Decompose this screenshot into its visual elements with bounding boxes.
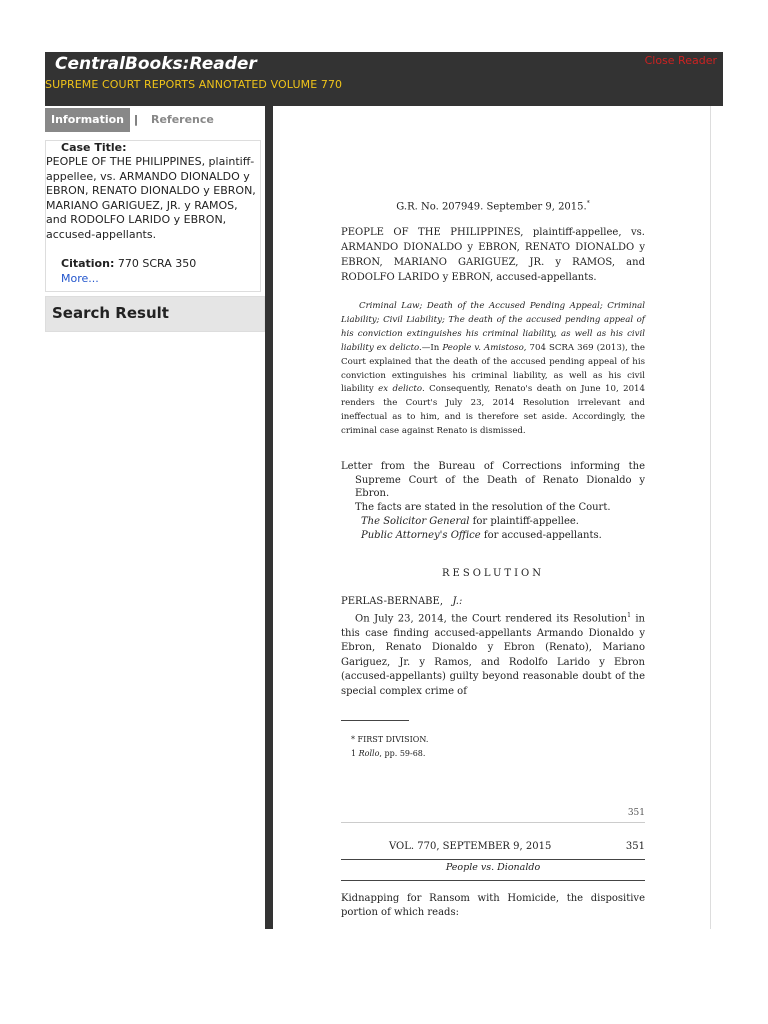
tab-separator: |	[134, 113, 139, 126]
search-result-label: Search Result	[52, 304, 169, 322]
running-head-page: 351	[625, 841, 645, 852]
app-title: CentralBooks:Reader	[55, 54, 257, 74]
counsel-accused: Public Attorney's Office for accused-appellants.	[361, 529, 602, 541]
continued-body: Kidnapping for Ransom with Homicide, the dispositive portion of which reads:	[341, 893, 645, 918]
case-title-label: Case Title:	[61, 141, 127, 154]
citation-label: Citation:	[61, 257, 115, 270]
case-info-box	[45, 140, 261, 292]
book-subtitle: SUPREME COURT REPORTS ANNOTATED VOLUME 770	[45, 78, 343, 91]
search-result-panel[interactable]	[45, 296, 265, 332]
gr-number: G.R. No. 207949. September 9, 2015.*	[396, 200, 590, 213]
running-head-case: People vs. Dionaldo	[445, 862, 541, 873]
running-head-rule-bottom	[341, 880, 645, 881]
syllabus: Criminal Law; Death of the Accused Pending Appeal; Criminal Liability; Civil Liability; The death of the accused pending appeal of his conviction extinguishes his criminal liability, as well as his civil liability ex delicto.—In People v. Amistoso, 704 SCRA 369 (2013), the Court explained that the death of the accused pending appeal of his conviction extinguishes his criminal liability, as well as his civil liability ex delicto. Consequently, Renato's death on June 10, 2014 renders the Court's July 23, 2014 Resolution irrelevant and ineffectual as to him, and is therefore set aside. Accordingly, the criminal case against Renato is dismissed.	[341, 301, 646, 437]
document-border	[710, 106, 711, 929]
page-break-rule	[341, 822, 645, 823]
citation	[61, 257, 196, 272]
case-parties: PEOPLE OF THE PHILIPPINES, plaintiff-appellee, vs. ARMANDO DIONALDO y EBRON, RENATO DIONALDO y EBRON, MARIANO GARIGUEZ, JR. y RAMOS, and RODOLFO LARIDO y EBRON, accused-appellants.	[341, 227, 645, 283]
resolution-heading: RESOLUTION	[442, 568, 544, 579]
ponente: PERLAS-BERNABE, J.:	[341, 596, 463, 607]
letter-text: Letter from the Bureau of Corrections informing the Supreme Court of the Death of Renato Dionaldo y Ebron.	[341, 461, 645, 500]
counsel-plaintiff: The Solicitor General for plaintiff-appellee.	[361, 515, 579, 527]
tab-information[interactable]: Information	[45, 108, 130, 132]
running-head-volume: VOL. 770, SEPTEMBER 9, 2015	[389, 841, 552, 852]
footnote-rule	[341, 720, 409, 721]
resolution-body: On July 23, 2014, the Court rendered its Resolution$^1$ in this case finding accused-appellants Armando Dionaldo y Ebron, Renato Dionaldo y Ebron (Renato), Mariano Gariguez, Jr. y Ramos, and Rodolfo Larido y Ebron (accused-appellants) guilty beyond reasonable doubt of the special complex crime of	[341, 612, 645, 697]
more-link[interactable]: More...	[61, 272, 99, 285]
footnote-rollo: 1 Rollo, pp. 59-68.	[351, 749, 426, 758]
panel-divider[interactable]	[265, 106, 273, 929]
facts-statement: The facts are stated in the resolution of the Court.	[355, 502, 611, 514]
close-reader-link[interactable]: Close Reader	[644, 54, 717, 67]
running-head-rule-top	[341, 859, 645, 860]
letter-section	[341, 460, 645, 542]
case-title-text: PEOPLE OF THE PHILIPPINES, plaintiff-appellee, vs. ARMANDO DIONALDO y EBRON, RENATO DIONALDO y EBRON, MARIANO GARIGUEZ, JR. y RAMOS, and RODOLFO LARIDO y EBRON, accused-appellants.	[46, 155, 256, 241]
tab-reference[interactable]: Reference	[151, 113, 214, 126]
sidebar-tabs	[45, 108, 265, 132]
citation-value: 770 SCRA 350	[117, 257, 197, 270]
footnote-division: * FIRST DIVISION.	[351, 735, 429, 744]
page-number: 351	[627, 808, 645, 818]
app-header	[45, 52, 723, 106]
